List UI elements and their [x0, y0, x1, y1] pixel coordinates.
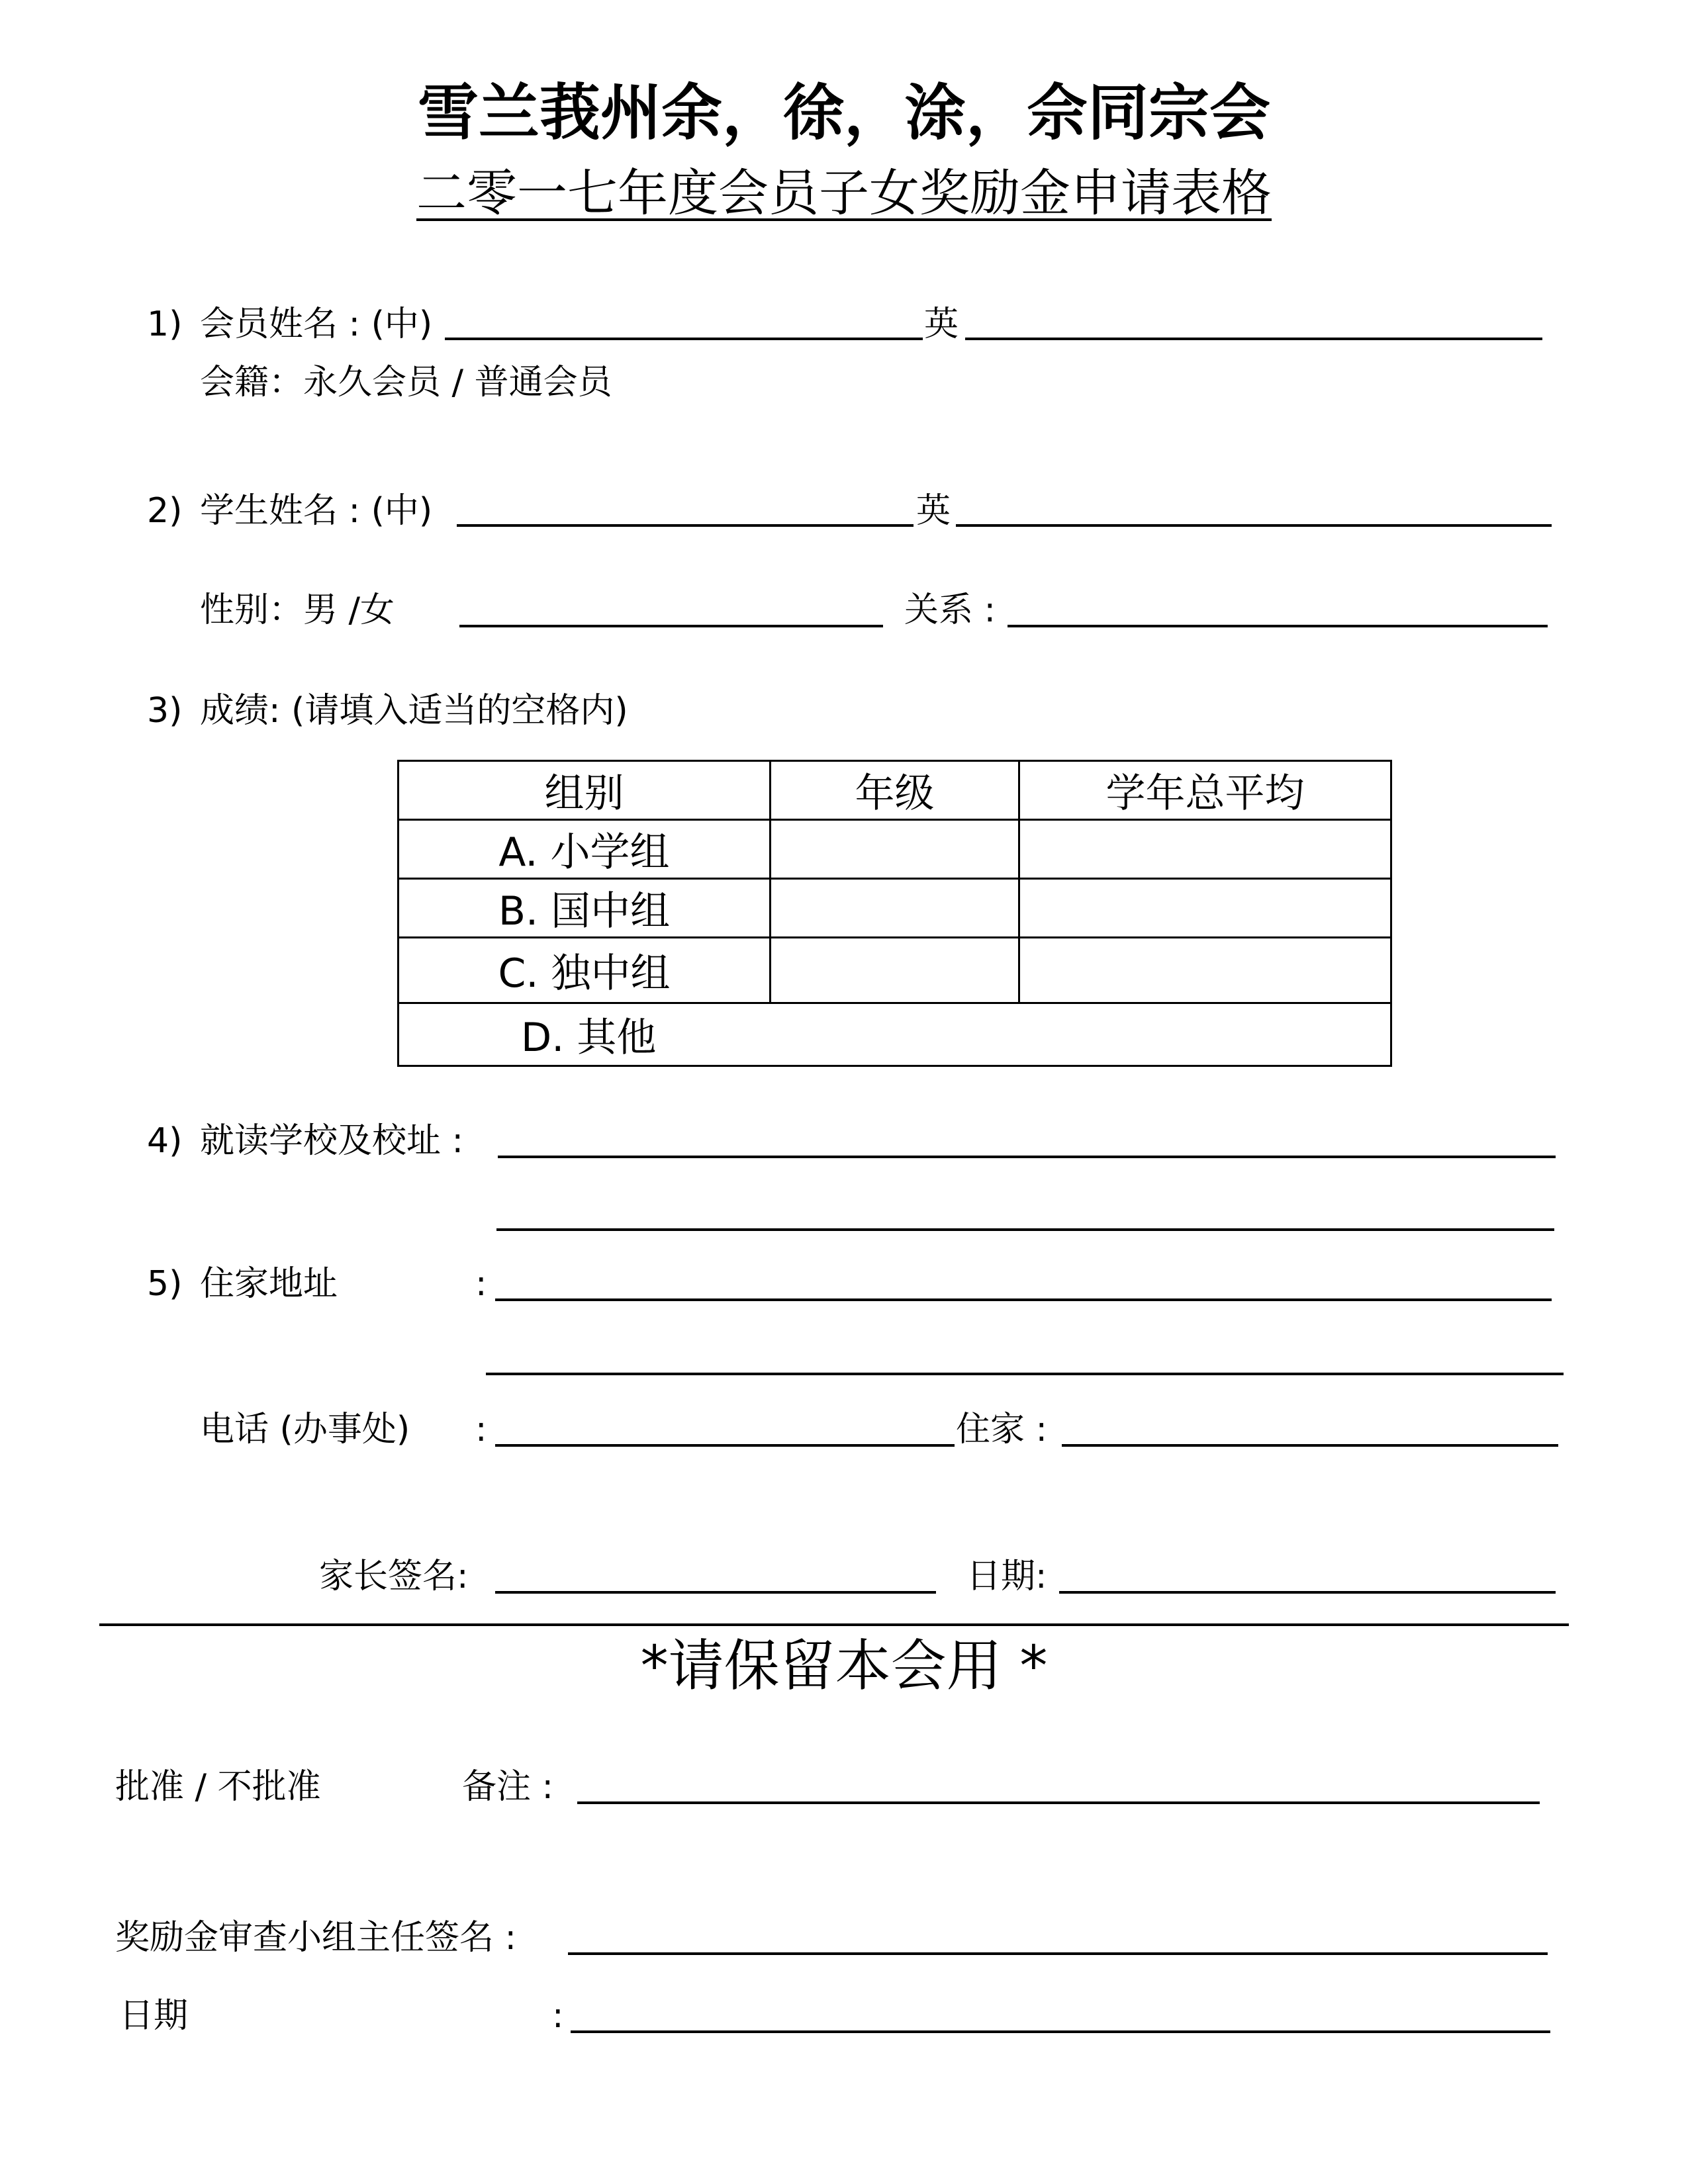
- member-name-english-label: 英: [924, 304, 959, 344]
- group-primary: A. 小学组: [399, 820, 771, 879]
- form-subtitle-text: 二零一七年度会员子女奖励金申请表格: [416, 163, 1272, 222]
- relation-field[interactable]: [1008, 625, 1548, 627]
- chair-signature-field[interactable]: [568, 1952, 1548, 1955]
- parent-signature-label: 家长签名:: [319, 1557, 469, 1596]
- table-row: [399, 879, 1391, 938]
- office-date-colon: :: [552, 1996, 564, 2036]
- table-row: [399, 1003, 1391, 1066]
- school-label: 就读学校及校址 :: [200, 1121, 464, 1161]
- student-name-english-label: 英: [916, 491, 951, 531]
- table-row: [399, 820, 1391, 879]
- chair-signature-label: 奖励金审查小组主任签名 :: [115, 1918, 517, 1958]
- table-header-row: [399, 761, 1391, 820]
- office-date-field[interactable]: [571, 2030, 1550, 2033]
- office-use-heading: *请保留本会用 *: [640, 1633, 1048, 1698]
- section2-number: 2): [147, 491, 183, 531]
- home-address-colon: :: [475, 1264, 487, 1304]
- home-phone-label: 住家 :: [956, 1410, 1048, 1449]
- signature-date-field[interactable]: [1059, 1591, 1556, 1594]
- remarks-label: 备注 :: [462, 1767, 554, 1807]
- section1-number: 1): [147, 304, 183, 344]
- office-phone-colon: :: [475, 1410, 487, 1449]
- school-address-field-1[interactable]: [498, 1156, 1556, 1158]
- section-divider: [99, 1623, 1569, 1626]
- results-table: [397, 760, 1392, 1067]
- average-cell-national-secondary[interactable]: [1019, 879, 1391, 938]
- student-name-chinese-field[interactable]: [457, 524, 914, 527]
- header-average: 学年总平均: [1019, 761, 1391, 820]
- table-row: [399, 938, 1391, 1003]
- membership-type[interactable]: 会籍：永久会员 / 普通会员: [200, 363, 612, 402]
- section4-number: 4): [147, 1121, 183, 1161]
- results-label: 成绩: (请填入适当的空格内): [200, 691, 628, 731]
- grade-cell-primary[interactable]: [771, 820, 1019, 879]
- student-name-label: 学生姓名 : (中): [200, 491, 433, 531]
- school-address-field-2[interactable]: [496, 1228, 1554, 1231]
- group-other[interactable]: D. 其他: [399, 1003, 1391, 1066]
- office-phone-field[interactable]: [495, 1444, 955, 1447]
- gender-label[interactable]: 性别：男 /女: [200, 590, 395, 630]
- header-grade: 年级: [771, 761, 1019, 820]
- header-group: 组别: [399, 761, 771, 820]
- average-cell-independent-secondary[interactable]: [1019, 938, 1391, 1003]
- average-cell-primary[interactable]: [1019, 820, 1391, 879]
- member-name-chinese-field[interactable]: [445, 338, 923, 340]
- student-name-english-field[interactable]: [956, 524, 1552, 527]
- form-subtitle: [0, 165, 1688, 221]
- gender-field[interactable]: [459, 625, 883, 627]
- member-name-english-field[interactable]: [965, 338, 1542, 340]
- group-independent-secondary: C. 独中组: [399, 938, 771, 1003]
- form-title: 雪兰莪州余，徐，涂，佘同宗会: [417, 77, 1270, 148]
- approval-options[interactable]: 批准 / 不批准: [115, 1767, 321, 1807]
- remarks-field[interactable]: [577, 1801, 1540, 1804]
- home-address-field-1[interactable]: [495, 1298, 1552, 1301]
- home-phone-field[interactable]: [1062, 1444, 1558, 1447]
- member-name-label: 会员姓名 : (中): [200, 304, 433, 344]
- group-national-secondary: B. 国中组: [399, 879, 771, 938]
- section5-number: 5): [147, 1264, 183, 1304]
- home-address-label: 住家地址: [200, 1264, 338, 1304]
- office-date-label: 日期: [119, 1996, 189, 2036]
- signature-date-label: 日期:: [966, 1557, 1047, 1596]
- relation-label: 关系 :: [904, 590, 996, 630]
- grade-cell-independent-secondary[interactable]: [771, 938, 1019, 1003]
- section3-number: 3): [147, 691, 183, 731]
- grade-cell-national-secondary[interactable]: [771, 879, 1019, 938]
- parent-signature-field[interactable]: [495, 1591, 936, 1594]
- office-phone-label: 电话 (办事处): [200, 1410, 410, 1449]
- home-address-field-2[interactable]: [486, 1373, 1564, 1375]
